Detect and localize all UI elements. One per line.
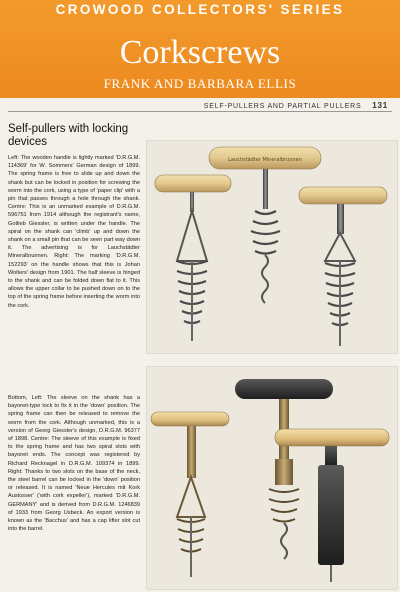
page-number: 131 [372, 101, 388, 110]
corkscrew-left [155, 175, 231, 341]
photo-top-corkscrews [146, 140, 398, 354]
running-head [204, 101, 388, 110]
corkscrew-centre [209, 147, 321, 303]
caption-top: Left: The wooden handle is lightly marked 'D.R.G.M. 114369' for W. Sommers' German design of 1899. The spring frame is free to slide up and down the shank but can be locked in position for screwing the worm into the cork, using a type of 'paper clip' with a pin that passes through a hole through the shank. Centre: This is an unmarked example of D.R.G.M. 596751 from 1914 although the registrant's name, Gotlieb Giessler, is written under the handle. The spiral on the shank can 'climb' up and down the shank on a small pin that can be seen part way down it. The advertising is for Lauchstädter Mineralbrunnen. Right: The marking 'D.R.G.M. 152293' on the handle shows that this is Johan Wolters' design from 1901. The half sleeve is hinged to the shank and can be folded down flat to it. This allows the upper collar to be pushed down on to the top of the spring frame before inserting the worm into the cork. [8, 155, 140, 309]
corkscrew-bottom-left [151, 412, 229, 577]
header-rule [8, 111, 392, 112]
corkscrew-right [299, 187, 387, 346]
corkscrew-bottom-right [275, 429, 389, 582]
book-authors: FRANK AND BARBARA ELLIS [103, 76, 297, 91]
handle-advertising: Lauchstädter Mineralbrunnen [228, 157, 302, 163]
corkscrew-illustration-top [147, 141, 397, 353]
series-title: CROWOOD COLLECTORS' SERIES [55, 2, 345, 17]
running-head-section: SELF-PULLERS AND PARTIAL PULLERS [203, 103, 362, 110]
header-band [0, 0, 400, 98]
book-title: Corkscrews [119, 34, 281, 71]
photo-bottom-corkscrews [146, 366, 398, 590]
caption-bottom: Bottom, Left: The sleeve on the shank has a bayonet-type lock to fix it in the 'down' position. The spring frame can then be released to remove the worm from the cork. Although unmarked, this is a version of Georg Giessler's design, D.R.G.M. 96377 of 1898. Centre: The sleeve of this example is fixed to the spring frame and has two spiral slots with bayonet ends. The concept was registered by Richard Recknagel in D.R.G.M. 109374 in 1899. Right: Thanks to two slots on the base of the neck, the steel barrel can be locked in the 'down' position or released. It is named 'Neue Hercules mit Kork Austosser' ('with cork expeller'), marked 'D.R.G.M. GERMANY' and is derived from D.R.G.M. 1246839 of 1933 from Georg Usbeck. An export version is known as the 'Bacchus' and has a cap lifter slot cut into the barrel. [8, 395, 140, 533]
corkscrew-illustration-bottom [147, 367, 397, 589]
section-title: Self-pullers with locking devices [8, 123, 129, 148]
